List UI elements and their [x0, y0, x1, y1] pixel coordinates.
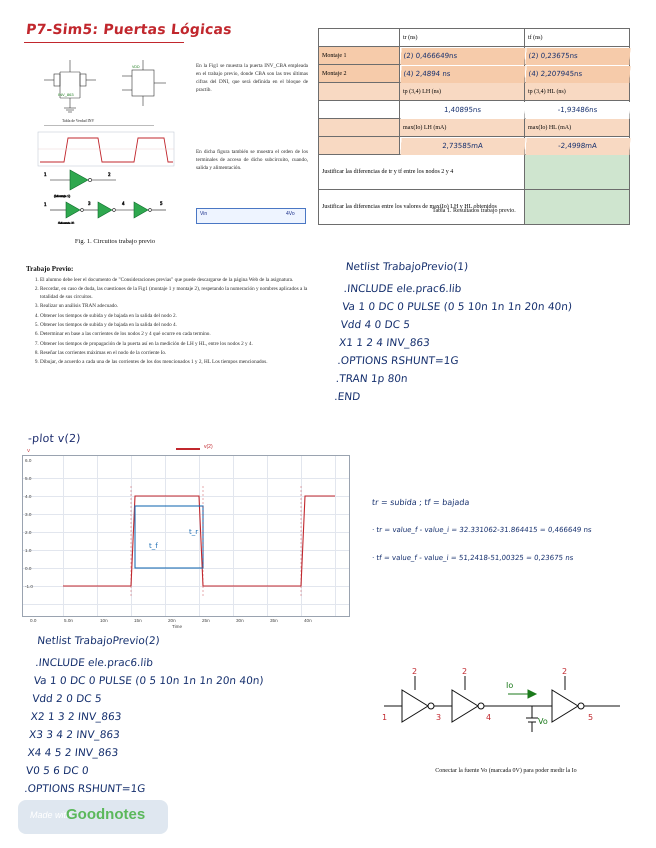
- y-axis-label: V: [27, 448, 31, 453]
- cell-io-lh-value: 2,73585mA: [399, 137, 525, 155]
- list-item: 8. Reseñar las corrientes máximas en el nodo de la corriente Io.: [40, 350, 320, 358]
- netlist-top-line-6: .END: [333, 391, 361, 404]
- netlist-top-line-3: X1 1 2 4 INV_863: [338, 337, 431, 350]
- page-title: P7-Sim5: Puertas Lógicas: [25, 22, 233, 38]
- legend-swatch: [176, 448, 200, 450]
- cell-m2-tr: (4) 2,4894 ns: [399, 65, 525, 83]
- netlist-top-line-5: .TRAN 1p 80n: [335, 373, 409, 386]
- title-underline: [24, 42, 184, 43]
- x-tick-4: 20n: [168, 618, 176, 623]
- plot-waveform: [23, 456, 349, 616]
- annotation-line-1: tr = subida ; tf = bajada: [371, 498, 470, 507]
- svg-text:2: 2: [108, 172, 111, 177]
- chain-caption: Conectar la fuente Vo (marcada 0V) para poder medir la Io: [435, 768, 577, 774]
- svg-text:2: 2: [462, 667, 468, 676]
- figure-circuits: [24, 52, 192, 222]
- row-label-blank-1: [319, 83, 400, 101]
- table-question-row: [319, 190, 630, 225]
- chain-source-label: Vo: [538, 717, 548, 726]
- x-tick-2: 10n: [100, 618, 108, 623]
- list-item: 2. Recordar, en caso de duda, las cuestiones de la Fig1 (montaje 1 y montaje 2), respetando la numeración y nombres aplicados a la totalidad de sus circuitos.: [40, 286, 320, 302]
- chain-svg: [380, 660, 630, 752]
- trabajo-previo-heading: Trabajo Previo:: [26, 265, 74, 273]
- cell-io-hl-header: max(Io) HL (mA): [525, 119, 630, 137]
- list-item: 7. Obtener los tiempos de propagación de la puerta así en la medición de LH y HL, entre los nodos 2 y 4.: [40, 341, 320, 349]
- netlist-top-line-4: .OPTIONS RSHUNT=1G: [336, 355, 459, 368]
- paragraph-1: En la Fig1 se muestra la puerta INV_CBA empleada en el trabajo previo, donde CBA son las tres últimas cifras del DNI, que será definida en el bloque de practib.: [196, 63, 308, 94]
- y-tick-6: 0.0: [25, 566, 32, 571]
- question-2: Justificar las diferencias entre los valores de max(Io) LH y HL obtenidos: [319, 190, 525, 225]
- netlist-bottom-line-1: Va 1 0 DC 0 PULSE (0 5 10n 1n 1n 20n 40n): [33, 675, 265, 688]
- plot-command: -plot v(2): [27, 432, 82, 445]
- svg-text:t_f: t_f: [149, 542, 158, 550]
- table-question-row: [319, 155, 630, 190]
- netlist-bottom: [22, 632, 268, 816]
- x-tick-5: 25n: [202, 618, 210, 623]
- cell-m1-tr: (2) 0,466649ns: [399, 47, 525, 65]
- figure-caption: Fig. 1. Circuitos trabajo previo: [74, 238, 156, 245]
- svg-text:VDD: VDD: [132, 65, 140, 69]
- x-tick-7: 35n: [270, 618, 278, 623]
- y-tick-0: 6.0: [25, 458, 32, 463]
- y-tick-1: 5.0: [25, 476, 32, 481]
- cell-io-hl-value: -2,4998mA: [524, 137, 630, 155]
- results-table: [318, 28, 630, 225]
- plot-frame: [22, 448, 350, 617]
- svg-text:Tabla de Verdad INV: Tabla de Verdad INV: [62, 119, 95, 123]
- y-tick-7: -1.0: [25, 584, 33, 589]
- th-tf: tf (ns): [525, 29, 630, 47]
- row-label-montaje1: Montaje 1: [319, 47, 400, 65]
- svg-text:5: 5: [588, 713, 594, 722]
- x-axis-label: Time: [172, 624, 183, 629]
- svg-text:1: 1: [44, 172, 47, 177]
- netlist-bottom-line-5: X4 4 5 2 INV_863: [26, 747, 119, 760]
- annotation-line-2: · tr = value_f - value_i = 32.331062-31.864415 = 0,466649 ns: [371, 526, 592, 534]
- svg-text:1: 1: [44, 202, 47, 207]
- netlist-bottom-line-3: X2 1 3 2 INV_863: [30, 711, 122, 724]
- table-row: [319, 119, 630, 137]
- netlist-bottom-line-6: V0 5 6 DC 0: [25, 765, 90, 778]
- input-box-right-label: 4Vo: [286, 211, 295, 217]
- list-item: 3. Realizar un análisis TRAN adecuado.: [40, 303, 320, 311]
- netlist-top-line-1: Va 1 0 DC 0 PULSE (0 5 10n 1n 1n 20n 40n): [341, 301, 573, 314]
- trabajo-previo-list: [30, 277, 320, 368]
- row-label-montaje2: Montaje 2: [319, 65, 400, 83]
- list-item: 6. Determinar en base a las corrientes de los nodos 2 y 4 qué ocurre en cada termino.: [40, 331, 320, 339]
- cell-tp-hl-value: -1,93486ns: [524, 101, 630, 119]
- cell-m2-tf: (4) 2,207945ns: [524, 65, 630, 83]
- netlist-bottom-line-2: Vdd 2 0 DC 5: [31, 693, 103, 706]
- th-blank: [319, 29, 400, 47]
- netlist-bottom-line-0: .INCLUDE ele.prac6.lib: [34, 657, 154, 670]
- x-tick-0: 0.0: [30, 618, 37, 623]
- list-item: 9. Dibujar, de acuerdo a cada una de las corrientes de los dos mencionados 1 y 2, HL Los tiempos mencionados.: [40, 359, 320, 367]
- th-tr: tr (ns): [400, 29, 525, 47]
- svg-text:t_r: t_r: [189, 528, 199, 536]
- answer-2[interactable]: [525, 190, 630, 225]
- svg-text:4: 4: [486, 713, 492, 722]
- row-label-blank-2: [319, 101, 400, 119]
- svg-text:2: 2: [562, 667, 568, 676]
- svg-text:1: 1: [382, 713, 388, 722]
- list-item: 5. Obtener los tiempos de subida y de bajada en la salida del nodo 4.: [40, 322, 320, 330]
- y-tick-5: 1.0: [25, 548, 32, 553]
- circuit-svg: [24, 52, 192, 224]
- inverter-chain-diagram: [380, 660, 630, 750]
- y-tick-4: 2.0: [25, 530, 32, 535]
- svg-text:5: 5: [160, 201, 163, 206]
- table-row: [319, 137, 630, 155]
- x-tick-1: 5.0n: [64, 618, 73, 623]
- table-caption: Tabla 1. Resultados trabajo previo.: [432, 208, 516, 214]
- netlist-bottom-line-7: .OPTIONS RSHUNT=1G: [23, 783, 146, 796]
- row-label-blank-4: [319, 137, 400, 155]
- cell-tp-hl-header: tp (3,4) HL (ns): [525, 83, 630, 101]
- netlist-bottom-title: Netlist TrabajoPrevio(2): [36, 635, 161, 647]
- netlist-top: [334, 258, 577, 406]
- table-row: [319, 47, 630, 65]
- row-label-blank-3: [319, 119, 400, 137]
- paragraph-2: En dicha figura también se muestra el orden de los terminales de acceso de dicho subcircuito, cuando, salida y alimentación.: [196, 149, 308, 172]
- legend-label: v(2): [204, 444, 213, 450]
- y-tick-2: 4.0: [25, 494, 32, 499]
- x-tick-8: 40n: [304, 618, 312, 623]
- watermark-goodnotes: Goodnotes: [66, 806, 146, 823]
- watermark-made-with: Made with: [30, 810, 72, 820]
- svg-text:(Montaje 1): (Montaje 1): [54, 194, 71, 198]
- table-row: [319, 101, 630, 119]
- svg-text:2: 2: [412, 667, 418, 676]
- input-box-left-label: Vin: [200, 211, 208, 217]
- list-item: 4. Obtener los tiempos de subida y de bajada en la salida del nodo 2.: [40, 313, 320, 321]
- netlist-bottom-line-4: X3 3 4 2 INV_863: [28, 729, 121, 742]
- y-tick-3: 3.0: [25, 512, 32, 517]
- x-tick-3: 15n: [134, 618, 142, 623]
- svg-text:(Montaje 2): (Montaje 2): [58, 221, 75, 224]
- svg-text:3: 3: [436, 713, 442, 722]
- cell-io-lh-header: max(Io) LH (mA): [400, 119, 525, 137]
- table-row: [319, 83, 630, 101]
- netlist-top-line-0: .INCLUDE ele.prac6.lib: [343, 283, 462, 296]
- cell-tp-lh-header: tp (3,4) LH (ns): [400, 83, 525, 101]
- annotation-line-3: · tf = value_f - value_i = 51,2418-51,00325 = 0,23675 ns: [371, 554, 574, 562]
- svg-text:3: 3: [88, 201, 91, 206]
- x-tick-6: 30n: [236, 618, 244, 623]
- cell-tp-lh-value: 1,40895ns: [399, 101, 525, 119]
- chain-current-label: Io: [506, 681, 514, 690]
- list-item: 1. El alumno debe leer el documento de "Consideraciones previas" que puede descargarse de la página Web de la asignatura.: [40, 277, 320, 285]
- table-row: [319, 65, 630, 83]
- netlist-top-line-2: Vdd 4 0 DC 5: [340, 319, 411, 332]
- question-1: Justificar las diferencias de tr y tf entre los nodos 2 y 4: [319, 155, 525, 190]
- answer-1[interactable]: [525, 155, 630, 190]
- svg-text:4: 4: [122, 201, 125, 206]
- netlist-top-title: Netlist TrabajoPrevio(1): [345, 261, 469, 273]
- cell-m1-tf: (2) 0,23675ns: [524, 47, 630, 65]
- svg-text:INV_863: INV_863: [58, 92, 74, 97]
- table-header-row: [319, 29, 630, 47]
